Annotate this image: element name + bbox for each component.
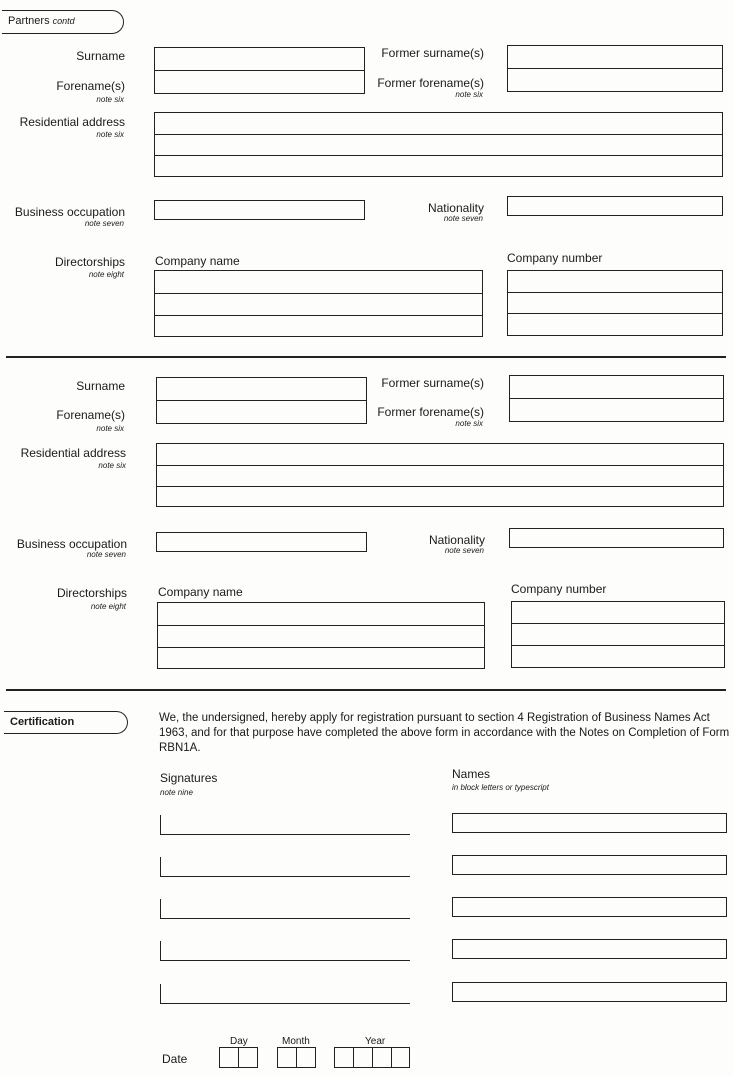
signature-line-2[interactable]: [160, 857, 410, 877]
former-forename-note: note six: [455, 419, 483, 428]
address-note: note six: [96, 130, 124, 139]
company-name-label: Company name: [158, 585, 243, 599]
certification-title: Certification: [10, 716, 75, 728]
month-label: Month: [282, 1036, 310, 1047]
surname-field[interactable]: [154, 47, 365, 71]
partners-tab: [2, 10, 124, 34]
former-forename-label: Former forename(s): [377, 76, 484, 90]
business-occupation-label: Business occupation: [16, 537, 127, 551]
directorships-label: Directorships: [56, 586, 127, 600]
directorships-note: note eight: [90, 602, 126, 611]
forename-label: Forename(s): [56, 408, 125, 422]
company-number-field[interactable]: [507, 270, 723, 336]
day-label: Day: [230, 1036, 248, 1047]
former-surname-field[interactable]: [507, 45, 723, 69]
business-occupation-field[interactable]: [154, 200, 365, 220]
residential-address-field[interactable]: [156, 443, 724, 507]
day-digit-1[interactable]: [219, 1047, 239, 1068]
nationality-field[interactable]: [509, 528, 724, 548]
former-surname-label: Former surname(s): [381, 46, 484, 60]
directorships-note: note eight: [88, 270, 124, 279]
signature-line-1[interactable]: [160, 815, 410, 835]
business-occupation-label: Business occupation: [14, 205, 125, 219]
address-note: note six: [98, 461, 126, 470]
month-digit-1[interactable]: [277, 1047, 297, 1068]
forename-note: note six: [96, 95, 124, 104]
partners-contd: contd: [52, 16, 75, 26]
year-digit-3[interactable]: [372, 1047, 392, 1068]
surname-field[interactable]: [156, 377, 367, 401]
surname-label: Surname: [76, 379, 125, 393]
surname-label: Surname: [76, 49, 125, 63]
month-digit-2[interactable]: [296, 1047, 316, 1068]
names-note: in block letters or typescript: [452, 783, 549, 792]
former-surname-field[interactable]: [509, 375, 724, 399]
signature-line-3[interactable]: [160, 899, 410, 919]
name-field-4[interactable]: [452, 939, 727, 959]
nationality-label: Nationality: [428, 533, 485, 547]
signatures-note: note nine: [160, 788, 193, 797]
certification-tab: [4, 711, 128, 734]
names-label: Names: [452, 767, 491, 781]
forename-note: note six: [96, 424, 124, 433]
forename-field[interactable]: [156, 400, 367, 424]
forename-field[interactable]: [154, 70, 365, 94]
forename-label: Forename(s): [56, 79, 125, 93]
former-surname-label: Former surname(s): [381, 376, 484, 390]
company-number-label: Company number: [511, 582, 607, 596]
partners-title: Partners: [8, 15, 50, 27]
residential-address-label: Residential address: [20, 446, 126, 460]
company-name-label: Company name: [155, 254, 240, 268]
occupation-note: note seven: [86, 550, 126, 559]
directorships-label: Directorships: [54, 255, 125, 269]
section-divider-1: [6, 356, 726, 358]
company-number-field[interactable]: [511, 601, 725, 668]
occupation-note: note seven: [84, 219, 124, 228]
former-forename-label: Former forename(s): [377, 405, 484, 419]
signature-line-5[interactable]: [160, 984, 410, 1004]
former-forename-note: note six: [455, 90, 483, 99]
company-number-label: Company number: [507, 251, 603, 265]
name-field-2[interactable]: [452, 855, 727, 875]
certification-text: We, the undersigned, hereby apply for registration pursuant to section 4 Registration of Business Names Act 1963, and for that purpose have completed the above form in accordance with the Notes on Completion of Form RBN1A.: [159, 712, 730, 754]
name-field-1[interactable]: [452, 813, 727, 833]
signatures-label: Signatures: [160, 771, 218, 785]
year-digit-1[interactable]: [334, 1047, 354, 1068]
former-forename-field[interactable]: [509, 398, 724, 422]
day-digit-2[interactable]: [238, 1047, 258, 1068]
company-name-field[interactable]: [154, 270, 483, 337]
section-divider-2: [6, 689, 726, 691]
nationality-label: Nationality: [427, 201, 484, 215]
business-occupation-field[interactable]: [156, 532, 367, 552]
residential-address-label: Residential address: [19, 115, 125, 129]
nationality-note: note seven: [444, 546, 484, 555]
year-digit-2[interactable]: [353, 1047, 373, 1068]
nationality-field[interactable]: [507, 196, 723, 216]
name-field-5[interactable]: [452, 982, 727, 1002]
nationality-note: note seven: [443, 214, 483, 223]
year-digit-4[interactable]: [391, 1047, 410, 1068]
date-label: Date: [162, 1052, 188, 1066]
signature-line-4[interactable]: [160, 941, 410, 961]
residential-address-field[interactable]: [154, 112, 723, 177]
former-forename-field[interactable]: [507, 68, 723, 92]
company-name-field[interactable]: [157, 602, 485, 669]
year-label: Year: [365, 1036, 386, 1047]
name-field-3[interactable]: [452, 897, 727, 917]
